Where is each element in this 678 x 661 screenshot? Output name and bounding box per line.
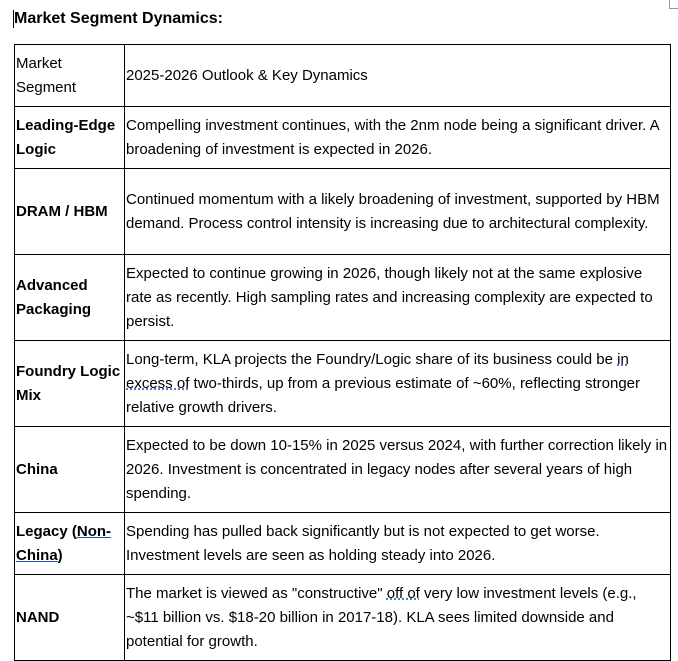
header-segment: Market Segment (15, 45, 125, 107)
outlook-text: The market is viewed as "constructive" (126, 584, 387, 602)
segment-cell (15, 513, 125, 575)
table-row (15, 513, 671, 575)
table-row (15, 575, 671, 661)
market-segment-table (14, 44, 671, 661)
table-row (15, 169, 671, 255)
segment-cell: China (15, 427, 125, 513)
outlook-cell (125, 341, 671, 427)
grammar-flag[interactable]: off of (386, 584, 420, 602)
outlook-cell: Expected to be down 10-15% in 2025 versus 2024, with further correction likely in 2026. Investment is concentrated in legacy nodes after several years of high spending. (125, 427, 671, 513)
table-row (15, 427, 671, 513)
segment-cell: NAND (15, 575, 125, 661)
segment-text: Legacy ( (16, 522, 77, 540)
outlook-cell: Compelling investment continues, with the 2nm node being a significant driver. A broadening of investment is expected in 2026. (125, 107, 671, 169)
outlook-cell (125, 575, 671, 661)
grammar-flag[interactable]: in excess of (126, 350, 629, 392)
table-row (15, 107, 671, 169)
table-row (15, 255, 671, 341)
outlook-cell: Continued momentum with a likely broadening of investment, supported by HBM demand. Process control intensity is increasing due to architectural complexity. (125, 169, 671, 255)
header-outlook: 2025-2026 Outlook & Key Dynamics (125, 45, 671, 107)
section-heading: Market Segment Dynamics: (14, 10, 223, 27)
spelling-flag[interactable]: Non-China (16, 522, 112, 564)
segment-cell: Leading-Edge Logic (15, 107, 125, 169)
table-header-row (15, 45, 671, 107)
outlook-text: Long-term, KLA projects the Foundry/Logic share of its business could be (126, 350, 618, 368)
segment-cell: Advanced Packaging (15, 255, 125, 341)
outlook-cell: Expected to continue growing in 2026, though likely not at the same explosive rate as recently. High sampling rates and increasing complexity are expected to persist. (125, 255, 671, 341)
segment-cell: Foundry Logic Mix (15, 341, 125, 427)
outlook-text: two-thirds, up from a previous estimate of ~60%, reflecting stronger relative growth drivers. (126, 374, 640, 416)
table-row (15, 341, 671, 427)
segment-text: ) (57, 546, 63, 564)
outlook-text: very low investment levels (e.g., ~$11 billion vs. $18-20 billion in 2017-18). KLA sees limited downside and potential for growth. (126, 584, 637, 650)
outlook-cell: Spending has pulled back significantly but is not expected to get worse. Investment levels are seen as holding steady into 2026. (125, 513, 671, 575)
page-corner-marker (669, 0, 678, 9)
segment-cell: DRAM / HBM (15, 169, 125, 255)
